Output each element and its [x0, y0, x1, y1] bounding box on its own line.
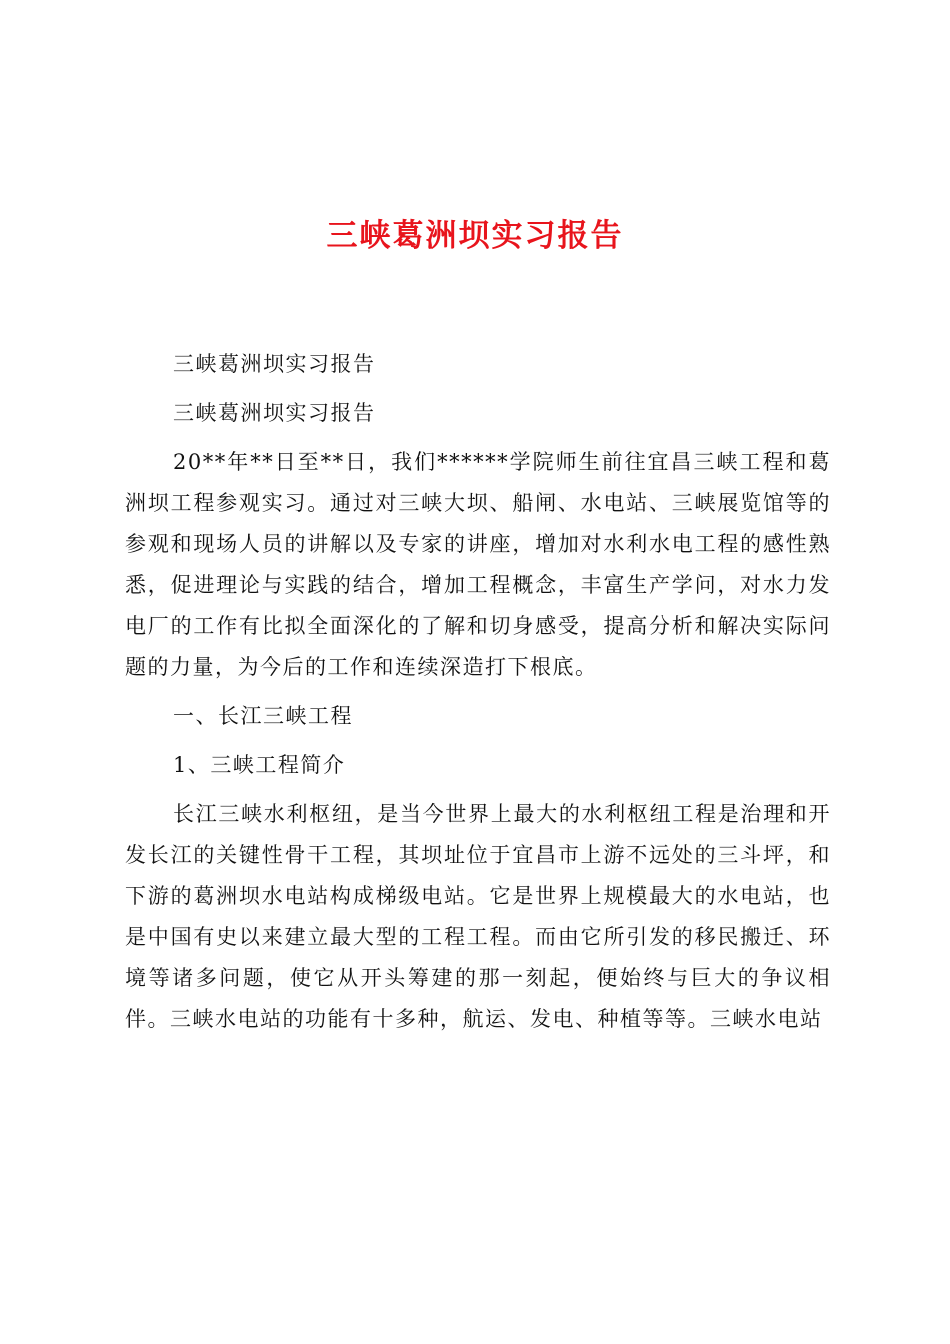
paragraph-subtitle-2: 三峡葛洲坝实习报告 [173, 401, 376, 425]
document-title: 三峡葛洲坝实习报告 [326, 218, 624, 254]
paragraph-subtitle-1: 三峡葛洲坝实习报告 [173, 352, 376, 376]
subsection-heading: 1、三峡工程简介 [173, 753, 346, 777]
paragraph-intro: 20**年**日至**日，我们******学院师生前往宜昌三峡工程和葛洲坝工程参观实习。通过对三峡大坝、船闸、水电站、三峡展览馆等的参观和现场人员的讲解以及专家的讲座，增加对水利水电工程的感性熟悉，促进理论与实践的结合，增加工程概念，丰富生产学问，对水力发电厂的工作有比拟全面深化的了解和切身感受，提高分析和解决实际问题的力量，为今后的工作和连续深造打下根底。 [125, 450, 831, 679]
document-body [125, 344, 831, 1048]
section-heading: 一、长江三峡工程 [173, 704, 353, 728]
paragraph-body: 长江三峡水利枢纽，是当今世界上最大的水利枢纽工程是治理和开发长江的关键性骨干工程，其坝址位于宜昌市上游不远处的三斗坪，和下游的葛洲坝水电站构成梯级电站。它是世界上规模最大的水电站，也是中国有史以来建立最大型的工程工程。而由它所引发的移民搬迁、环境等诸多问题，使它从开头筹建的那一刻起，便始终与巨大的争议相伴。三峡水电站的功能有十多种，航运、发电、种植等等。三峡水电站 [125, 802, 831, 1031]
